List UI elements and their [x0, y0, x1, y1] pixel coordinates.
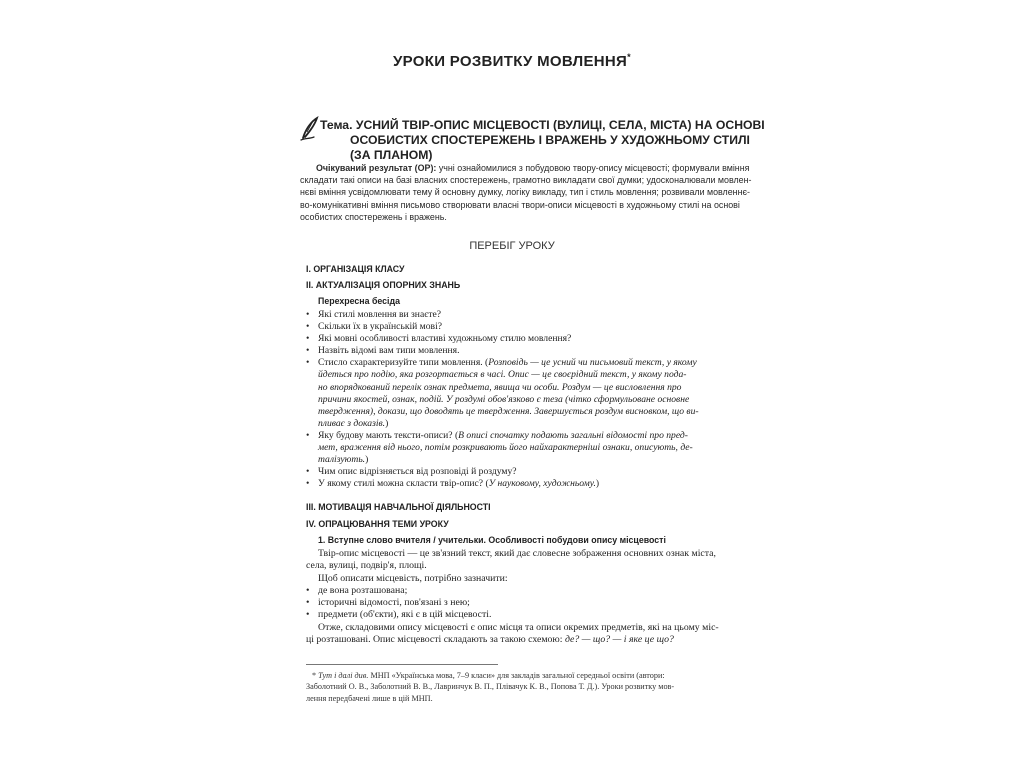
paragraph-line	[306, 634, 766, 646]
question-text: Яку будову мають тексти-описи? (	[318, 429, 459, 441]
bullet-mark: •	[306, 309, 310, 320]
list-item	[306, 466, 766, 478]
bullet-mark: •	[306, 345, 310, 357]
list-item	[306, 357, 766, 369]
question-text: Чим опис відрізняється від розповіді й роздуму?	[318, 466, 517, 478]
expected-result-line-5: особистих спостережень і вражень.	[300, 211, 447, 222]
course-heading: ПЕРЕБІГ УРОКУ	[469, 240, 555, 252]
scheme-text: де? — що? — і яке це що?	[564, 634, 674, 646]
footnote-line-2: Заболотний О. В., Заболотний В. В., Лавринчук В. П., Плівачук К. В., Попова Т. Д.). Уроки розвитку мов-	[306, 682, 675, 692]
answer-text: но впорядкований перелік ознак предмета, явища чи особи. Роздум — це висловлення про	[318, 381, 682, 393]
footnote-italic: Тут і далі див.	[318, 671, 369, 680]
answer-text: пливає з доказів.	[318, 417, 386, 429]
topic-title-line-3: (ЗА ПЛАНОМ)	[350, 148, 433, 162]
paragraph-line: Отже, складовими опису місцевості є опис місця та описи окремих предметів, які на цьому міс-	[318, 621, 719, 633]
subsection-heading-conversation: Перехресна бесіда	[318, 296, 400, 306]
list-item	[306, 345, 766, 357]
topic-title-line-2: ОСОБИСТИХ СПОСТЕРЕЖЕНЬ І ВРАЖЕНЬ У ХУДОЖНЬОМУ СТИЛІ	[350, 133, 750, 147]
answer-text: йдеться про подію, яка розгортається в часі. Опис — це своєрідний текст, у якому пода-	[318, 369, 687, 381]
bullet-mark: •	[306, 333, 310, 345]
subsection-heading-intro: 1. Вступне слово вчителя / учительки. Особливості побудови опису місцевості	[318, 535, 666, 545]
bullet-mark: •	[306, 478, 310, 490]
question-text: У якому стилі можна скласти твір-опис? (	[318, 478, 489, 490]
expected-result-label: Очікуваний результат (ОР):	[316, 163, 437, 173]
expected-result-line-4: во-комунікативні вміння письмово створювати власні твори-описи місцевості в художньому стилі на основі	[300, 199, 740, 210]
bullet-mark: •	[306, 357, 310, 369]
body-text	[306, 548, 766, 646]
page-title	[0, 52, 1024, 70]
list-item	[306, 478, 766, 490]
closing-paren: )	[595, 478, 600, 490]
question-text: Які мовні особливості властиві художньому стилю мовлення?	[318, 333, 572, 345]
footnote-line-3: лення передбачені лише в цій МНП.	[306, 693, 433, 703]
pen-icon	[300, 116, 320, 142]
list-item	[306, 333, 766, 345]
bullet-mark: •	[306, 466, 310, 478]
title-footnote-mark: *	[627, 52, 631, 62]
topic-title-line-1: УСНИЙ ТВІР-ОПИС МІСЦЕВОСТІ (ВУЛИЦІ, СЕЛА, МІСТА) НА ОСНОВІ	[355, 118, 765, 132]
question-text: Стисло схарактеризуйте типи мовлення. (	[318, 357, 489, 369]
footnote-mark: *	[312, 671, 317, 680]
list-item	[306, 430, 766, 442]
answer-text: причини якостей, ознак, подій. У роздумі обов'язково є теза (чітко сформульоване основне	[318, 393, 690, 405]
list-item	[306, 585, 766, 597]
answer-text: мет, враження від нього, потім розкривають його найхарактерніші ознаки, описують, де-	[318, 442, 693, 454]
list-item	[306, 609, 766, 621]
list-item	[306, 321, 766, 333]
paragraph-line: Щоб описати місцевість, потрібно зазначити:	[318, 572, 508, 584]
section-heading-3: ІІІ. МОТИВАЦІЯ НАВЧАЛЬНОЇ ДІЯЛЬНОСТІ	[306, 502, 491, 512]
expected-result-line-3: нєві вміння усвідомлювати тему й основну думку, логіку викладу, тип і стиль мовлення; розвивали мовленнє-	[300, 187, 750, 198]
section-heading-4: IV. ОПРАЦЮВАННЯ ТЕМИ УРОКУ	[306, 519, 449, 529]
answer-text: Розповідь — це усний чи письмовий текст, у якому	[488, 357, 697, 369]
question-text: Які стилі мовлення ви знаєте?	[318, 309, 442, 320]
bullet-mark: •	[306, 321, 310, 333]
footnote	[306, 670, 766, 704]
expected-result	[300, 162, 760, 223]
bullet-mark: •	[306, 609, 310, 621]
expected-result-line-2: складати такі описи на базі власних спостережень, грамотно викладати свої думки; удосконалювали мовлен-	[300, 175, 752, 186]
list-item-text: де вона розташована;	[318, 584, 408, 596]
question-text: Назвіть відомі вам типи мовлення.	[318, 345, 460, 357]
footnote-divider	[306, 664, 498, 665]
list-item	[306, 597, 766, 609]
answer-text: У науковому, художньому.	[488, 478, 596, 490]
footnote-line-1: МНП «Українська мова, 7–9 класи» для закладів загальної середньої освіти (автори:	[368, 671, 665, 680]
bullet-mark: •	[306, 429, 310, 441]
answer-text: талізують.	[318, 454, 366, 466]
closing-paren: )	[365, 454, 369, 466]
page-title-text: УРОКИ РОЗВИТКУ МОВЛЕННЯ	[393, 53, 628, 70]
section-heading-1: І. ОРГАНІЗАЦІЯ КЛАСУ	[306, 264, 405, 274]
closing-paren: )	[385, 417, 389, 429]
list-item-text: історичні відомості, пов'язані з нею;	[318, 597, 470, 609]
bullet-mark: •	[306, 584, 310, 596]
topic-label: Тема.	[320, 118, 353, 132]
answer-text: твердження), докази, що доводять це твердження. Завершується роздум висновком, що ви-	[318, 405, 699, 417]
bullet-mark: •	[306, 597, 310, 609]
question-text: Скільки їх в українській мові?	[318, 321, 442, 333]
answer-text: В описі спочатку подають загальні відомості про пред-	[458, 429, 688, 441]
paragraph-line: Твір-опис місцевості — це зв'язний текст, який дає словесне зображення основних ознак міста,	[318, 548, 716, 559]
section-heading-2: ІІ. АКТУАЛІЗАЦІЯ ОПОРНИХ ЗНАНЬ	[306, 280, 461, 290]
paragraph-line: села, вулиці, подвір'я, площі.	[306, 560, 427, 572]
list-item-text: предмети (об'єкти), які є в цій місцевості.	[318, 609, 492, 621]
list-item	[306, 309, 766, 321]
paragraph-text: ці розташовані. Опис місцевості складають за такою схемою:	[306, 634, 565, 646]
question-list	[306, 309, 766, 490]
expected-result-line-1: учні ознайомилися з побудовою твору-опису місцевості; формували вміння	[438, 163, 750, 173]
